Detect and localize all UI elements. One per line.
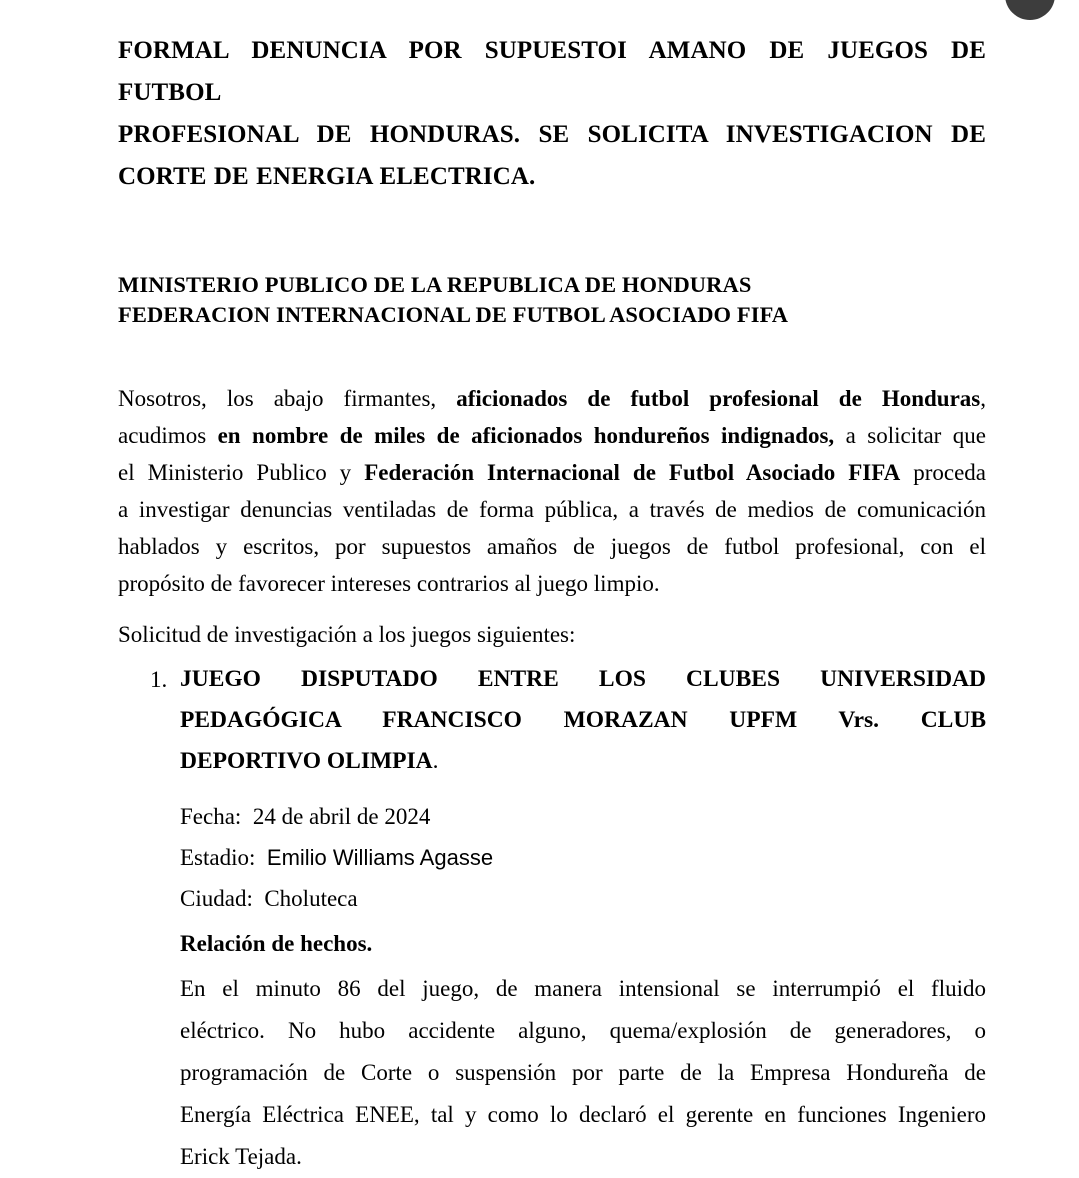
case-number: 1. bbox=[150, 667, 168, 692]
case-heading-line bbox=[180, 741, 986, 782]
solicitud-line: Solicitud de investigación a los juegos siguientes: bbox=[118, 622, 576, 647]
intro-bold-fifa: Federación Internacional de Futbol Asociado FIFA bbox=[364, 460, 901, 485]
field-row-ciudad bbox=[180, 878, 986, 919]
addressee-line: FEDERACION INTERNACIONAL DE FUTBOL ASOCIADO FIFA bbox=[118, 302, 789, 327]
intro-text: el Ministerio Publico y bbox=[118, 460, 365, 485]
intro-line-3 bbox=[118, 454, 986, 491]
intro-line-6: propósito de favorecer intereses contrarios al juego limpio. bbox=[118, 571, 660, 596]
facts-line: programación de Corte o suspensión por parte de la Empresa Hondureña de bbox=[180, 1060, 986, 1085]
intro-text: Nosotros, los abajo firmantes, bbox=[118, 386, 457, 411]
title-line: FORMAL DENUNCIA POR SUPUESTOI AMANO DE JUEGOS DE FUTBOL bbox=[118, 37, 986, 106]
title-line: CORTE DE ENERGIA ELECTRICA. bbox=[118, 163, 536, 190]
facts-title: Relación de hechos. bbox=[180, 931, 373, 956]
facts-line: Energía Eléctrica ENEE, tal y como lo declaró el gerente en funciones Ingeniero bbox=[180, 1102, 986, 1127]
case-heading-line: JUEGO DISPUTADO ENTRE LOS CLUBES UNIVERSIDAD bbox=[180, 666, 986, 692]
intro-line-1 bbox=[118, 380, 986, 417]
intro-bold-name: en nombre de miles de aficionados hondureños indignados, bbox=[217, 423, 835, 448]
intro-bold-fans: aficionados de futbol profesional de Honduras bbox=[456, 386, 981, 411]
case-heading-line: PEDAGÓGICA FRANCISCO MORAZAN UPFM Vrs. CLUB bbox=[180, 707, 986, 733]
avatar-badge-icon bbox=[1005, 0, 1055, 20]
facts-line: En el minuto 86 del juego, de manera intensional se interrumpió el fluido bbox=[180, 976, 986, 1001]
facts-body bbox=[180, 964, 986, 1178]
facts-line: Erick Tejada. bbox=[180, 1144, 302, 1169]
intro-text: acudimos bbox=[118, 423, 218, 448]
field-label-fecha: Fecha: bbox=[180, 804, 253, 829]
field-row-fecha bbox=[180, 796, 986, 837]
addressee-line: MINISTERIO PUBLICO DE LA REPUBLICA DE HONDURAS bbox=[118, 272, 752, 297]
title-line: PROFESIONAL DE HONDURAS. SE SOLICITA INVESTIGACION DE bbox=[118, 121, 986, 148]
intro-text: proceda bbox=[900, 460, 986, 485]
intro-text: a solicitar que bbox=[834, 423, 986, 448]
intro-paragraph bbox=[118, 330, 986, 602]
field-value-fecha: 24 de abril de 2024 bbox=[252, 804, 431, 829]
field-row-estadio bbox=[180, 837, 986, 878]
field-value-ciudad: Choluteca bbox=[264, 886, 358, 911]
case-fields bbox=[180, 782, 986, 919]
facts-line: eléctrico. No hubo accidente alguno, quema/explosión de generadores, o bbox=[180, 1018, 986, 1043]
field-label-ciudad: Ciudad: bbox=[180, 886, 265, 911]
case-heading-text: DEPORTIVO OLIMPIA bbox=[180, 748, 433, 774]
intro-text: , bbox=[980, 386, 986, 411]
intro-line-4: a investigar denuncias ventiladas de forma pública, a través de medios de comunicación bbox=[118, 497, 986, 522]
field-label-estadio: Estadio: bbox=[180, 845, 267, 870]
intro-line-2 bbox=[118, 417, 986, 454]
page-title bbox=[118, 0, 986, 198]
intro-line-5: hablados y escritos, por supuestos amaños de juegos de futbol profesional, con el bbox=[118, 534, 986, 559]
case-heading-period: . bbox=[432, 748, 439, 774]
case-heading bbox=[180, 659, 986, 782]
addressee-block bbox=[118, 198, 986, 330]
case-list bbox=[118, 653, 986, 1178]
document-content bbox=[118, 0, 986, 1178]
field-value-estadio: Emilio Williams Agasse bbox=[266, 845, 494, 870]
list-item bbox=[118, 659, 986, 1178]
